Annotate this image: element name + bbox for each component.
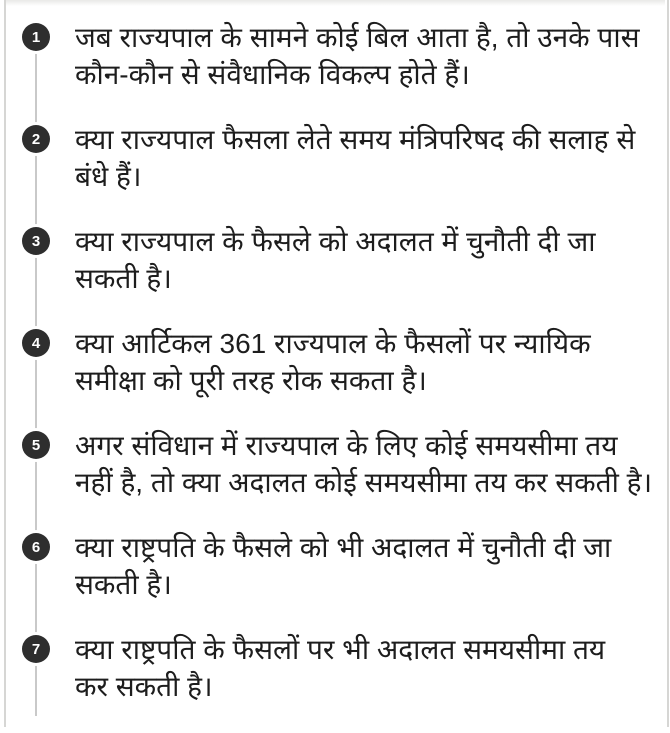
list-item <box>0 121 670 195</box>
list-item <box>0 223 670 297</box>
item-text <box>75 223 595 297</box>
item-text-line: समीक्षा को पूरी तरह रोक सकता है। <box>75 365 427 396</box>
list-item <box>0 325 670 399</box>
list-item <box>0 529 670 603</box>
item-text <box>75 325 591 399</box>
item-text <box>75 427 652 501</box>
item-number-badge <box>22 23 50 51</box>
item-text-line: क्या आर्टिकल 361 राज्यपाल के फैसलों पर न्यायिक <box>75 328 591 359</box>
item-number: 2 <box>31 130 41 148</box>
list-item <box>0 427 670 501</box>
item-number-badge <box>22 125 50 153</box>
question-list <box>0 19 670 733</box>
item-text-line: नहीं है, तो क्या अदालत कोई समयसीमा तय कर सकती है। <box>75 467 653 498</box>
item-text-line: अगर संविधान में राज्यपाल के लिए कोई समयसीमा तय <box>75 430 618 461</box>
item-number-badge <box>22 635 50 663</box>
item-text <box>75 121 635 195</box>
item-text <box>75 529 611 603</box>
item-number: 6 <box>31 538 41 556</box>
item-text-line: क्या राष्ट्रपति के फैसलों पर भी अदालत समयसीमा तय <box>75 634 606 665</box>
item-number: 4 <box>31 334 41 352</box>
item-text-line: कौन-कौन से संवैधानिक विकल्प होते हैं। <box>75 59 470 90</box>
item-text-line: सकती है। <box>75 569 172 600</box>
item-number-badge <box>22 533 50 561</box>
item-text-line: क्या राज्यपाल के फैसले को अदालत में चुनौती दी जा <box>75 226 596 257</box>
item-text <box>75 631 605 705</box>
list-item <box>0 19 670 93</box>
item-number: 3 <box>31 232 41 250</box>
item-text-line: कर सकती है। <box>75 671 213 702</box>
top-edge-fade <box>6 0 665 6</box>
item-number: 7 <box>31 640 41 658</box>
item-text-line: क्या राष्ट्रपति के फैसले को भी अदालत में चुनौती दी जा <box>75 532 612 563</box>
item-text-line: सकती है। <box>75 263 172 294</box>
item-number-badge <box>22 431 50 459</box>
item-text-line: जब राज्यपाल के सामने कोई बिल आता है, तो उनके पास <box>75 22 640 53</box>
list-item <box>0 631 670 705</box>
item-number-badge <box>22 329 50 357</box>
item-number: 5 <box>31 436 41 454</box>
item-text-line: क्या राज्यपाल फैसला लेते समय मंत्रिपरिषद की सलाह से <box>75 124 636 155</box>
item-text <box>75 19 640 93</box>
item-number: 1 <box>31 28 41 46</box>
item-number-badge <box>22 227 50 255</box>
item-text-line: बंधे हैं। <box>75 161 142 192</box>
